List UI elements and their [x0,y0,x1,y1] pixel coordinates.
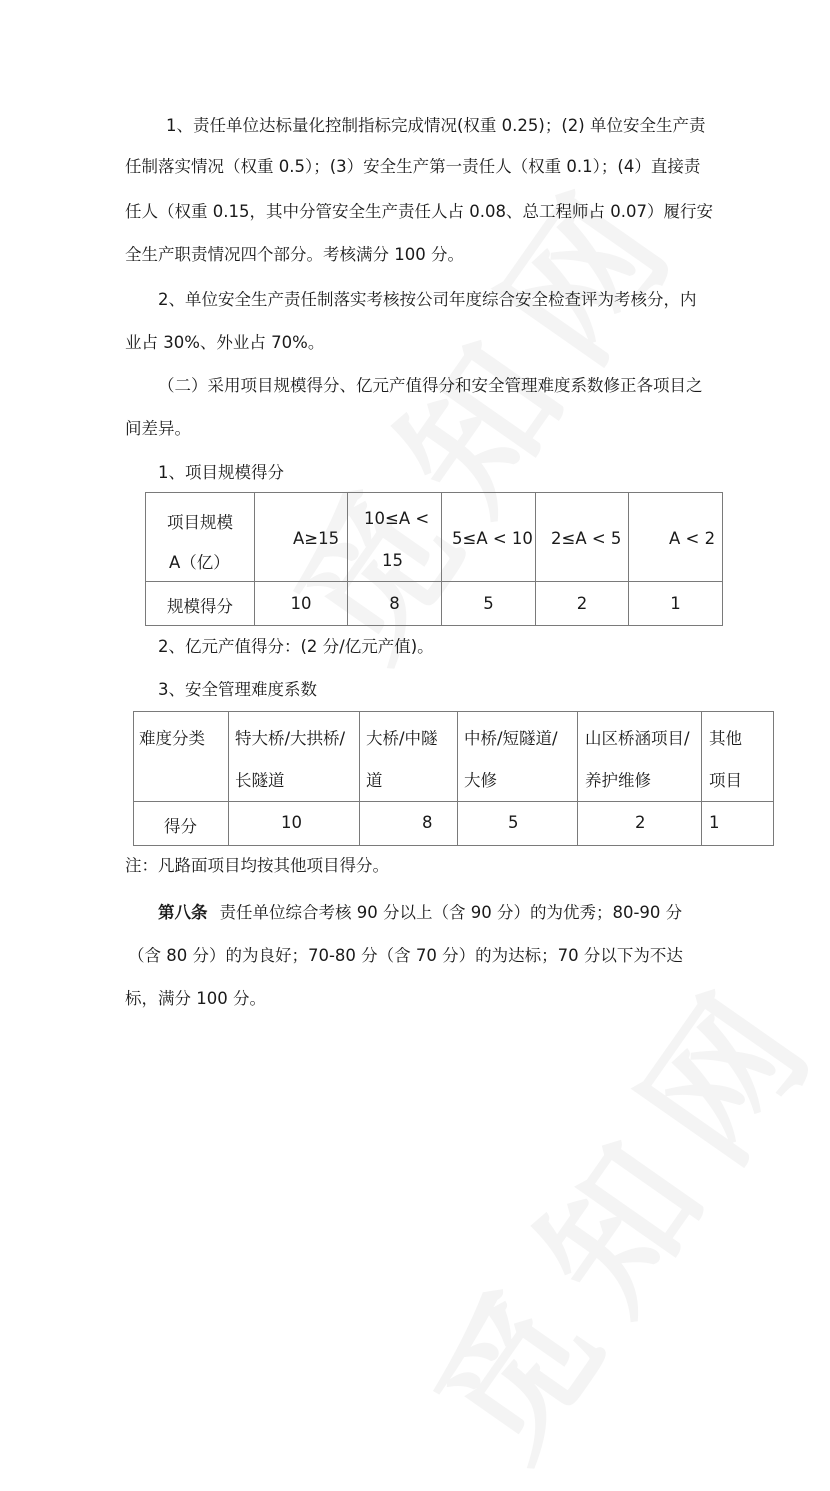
paragraph-line: 2、单位安全生产责任制落实考核按公司年度综合安全检查评为考核分，内 [158,290,697,309]
table-cell: 8 [348,582,442,626]
article-line: 标，满分 100 分。 [125,989,266,1008]
paragraph-line: 1、责任单位达标量化控制指标完成情况(权重 0.25)；(2) 单位安全生产责 [166,116,706,135]
table-row [146,493,723,582]
section-heading: 3、安全管理难度系数 [158,680,317,699]
difficulty-table [133,711,774,846]
article-line [158,903,682,923]
section-heading: 2、亿元产值得分：(2 分/亿元产值)。 [158,637,434,656]
paragraph-line: 任人（权重 0.15，其中分管安全生产责任人占 0.08、总工程师占 0.07）履行安 [125,202,713,221]
table-cell: 1 [702,802,774,846]
paragraph-line: 间差异。 [125,419,191,438]
paragraph-line: 全生产职责情况四个部分。考核满分 100 分。 [125,245,464,264]
table-cell: 其他 项目 [702,712,774,802]
table-header-cell: 难度分类 [134,712,229,802]
article-line: （含 80 分）的为良好；70-80 分（含 70 分）的为达标；70 分以下为不达 [128,946,683,965]
table-header-cell: 项目规模 A（亿） [146,493,255,582]
table-cell: 大桥/中隧 道 [360,712,458,802]
table-header-cell: 规模得分 [146,582,255,626]
table-row [134,712,774,802]
article-text: 责任单位综合考核 90 分以上（含 90 分）的为优秀；80-90 分 [219,903,683,922]
table-cell: A≥15 [255,493,348,582]
table-row [146,582,723,626]
note-text: 注：凡路面项目均按其他项目得分。 [125,856,389,875]
table-cell: 8 [360,802,458,846]
table-cell: 特大桥/大拱桥/ 长隧道 [229,712,360,802]
table-cell: 2 [536,582,629,626]
table-cell: 2 [578,802,702,846]
table-cell: 2≤A < 5 [536,493,629,582]
table-cell: 中桥/短隧道/ 大修 [458,712,578,802]
project-scale-table [145,492,723,626]
table-cell: 5≤A < 10 [442,493,536,582]
paragraph-line: 任制落实情况（权重 0.5）；(3）安全生产第一责任人（权重 0.1）；(4）直接责 [125,157,701,176]
section-heading: 1、项目规模得分 [158,463,284,482]
table-cell: 10 [255,582,348,626]
paragraph-line: 业占 30%、外业占 70%。 [125,333,325,352]
watermark [377,925,830,1491]
table-header-cell: 得分 [134,802,229,846]
table-row [134,802,774,846]
article-title: 第八条 [158,903,208,922]
table-cell: 5 [458,802,578,846]
table-cell: 5 [442,582,536,626]
table-cell: 10≤A < 15 [348,493,442,582]
table-cell: 1 [629,582,723,626]
table-cell: 山区桥涵项目/ 养护维修 [578,712,702,802]
paragraph-line: （二）采用项目规模得分、亿元产值得分和安全管理难度系数修正各项目之 [158,376,703,395]
table-cell: 10 [229,802,360,846]
table-cell: A < 2 [629,493,723,582]
